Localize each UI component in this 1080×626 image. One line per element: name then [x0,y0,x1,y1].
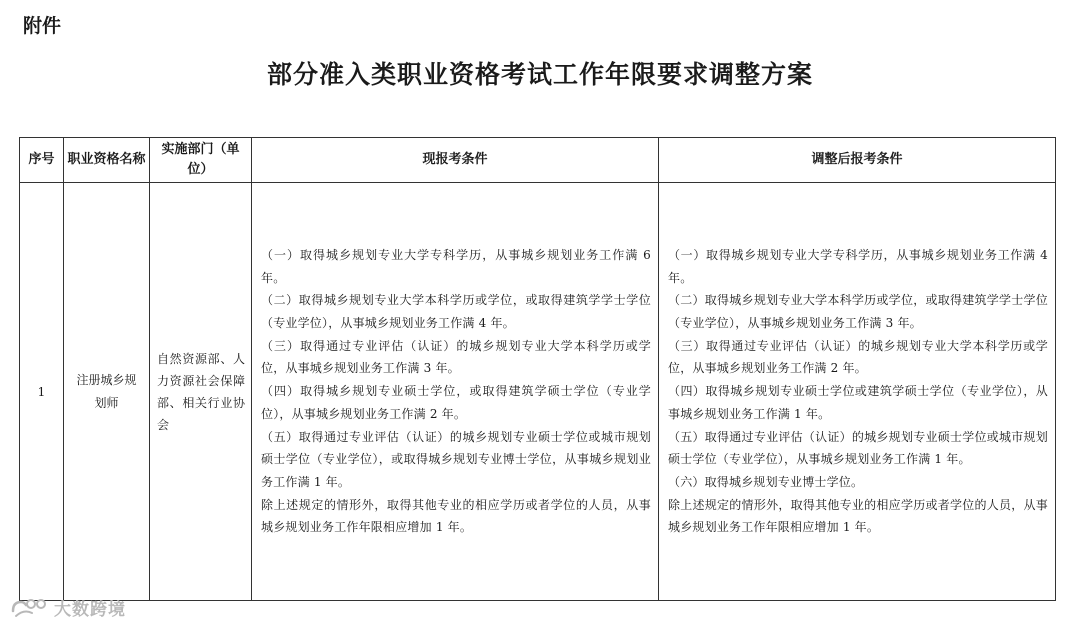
document-title: 部分准入类职业资格考试工作年限要求调整方案 [266,60,813,89]
current-condition-note: 除上述规定的情形外，取得其他专业的相应学历或者学位的人员，从事城乡规划业务工作年限相应增加 1 年。 [261,497,651,535]
attachment-label: 附件 [23,15,62,37]
adjusted-condition-6: （六）取得城乡规划专业博士学位。 [668,474,864,489]
current-condition-1: （一）取得城乡规划专业大学专科学历，从事城乡规划业务工作满 6 年。 [261,247,651,285]
adjusted-condition-5: （五）取得通过专业评估（认证）的城乡规划专业硕士学位或城市规划硕士学位（专业学位），从事城乡规划业务工作满 1 年。 [668,429,1048,467]
table-header-row [20,138,1056,183]
watermark-text: 大数跨境 [54,599,126,620]
cell-seq: 1 [20,183,64,601]
header-current-conditions: 现报考条件 [252,138,659,183]
watermark-logo-icon [10,595,50,619]
current-condition-3: （三）取得通过专业评估（认证）的城乡规划专业大学本科学历或学位，从事城乡规划业务工作满 3 年。 [261,338,651,376]
header-adjusted-conditions: 调整后报考条件 [659,138,1056,183]
adjusted-condition-1: （一）取得城乡规划专业大学专科学历，从事城乡规划业务工作满 4 年。 [668,247,1048,285]
cell-department: 自然资源部、人力资源社会保障部、相关行业协会 [150,183,252,601]
adjusted-condition-note: 除上述规定的情形外，取得其他专业的相应学历或者学位的人员，从事城乡规划业务工作年限相应增加 1 年。 [668,497,1048,535]
adjusted-condition-4: （四）取得城乡规划专业硕士学位或建筑学硕士学位（专业学位），从事城乡规划业务工作满 1 年。 [668,384,1048,421]
cell-qualification: 注册城乡规划师 [64,183,150,601]
header-department: 实施部门（单位） [150,138,252,183]
qualification-table [19,137,1056,601]
current-condition-4: （四）取得城乡规划专业硕士学位，或取得建筑学硕士学位（专业学位），从事城乡规划业务工作满 2 年。 [261,384,651,421]
current-condition-5: （五）取得通过专业评估（认证）的城乡规划专业硕士学位或城市规划硕士学位（专业学位），或取得城乡规划专业博士学位，从事城乡规划业务工作满 1 年。 [261,429,651,489]
table-row [20,183,1056,601]
header-qualification: 职业资格名称 [64,138,150,183]
cell-adjusted-conditions [659,183,1056,601]
watermark [10,594,126,620]
adjusted-condition-3: （三）取得通过专业评估（认证）的城乡规划专业大学本科学历或学位，从事城乡规划业务工作满 2 年。 [668,338,1048,376]
adjusted-condition-2: （二）取得城乡规划专业大学本科学历或学位，或取得建筑学学士学位（专业学位），从事城乡规划业务工作满 3 年。 [668,293,1048,331]
header-seq: 序号 [20,138,64,183]
current-condition-2: （二）取得城乡规划专业大学本科学历或学位，或取得建筑学学士学位（专业学位），从事城乡规划业务工作满 4 年。 [261,293,651,331]
cell-current-conditions [252,183,659,601]
